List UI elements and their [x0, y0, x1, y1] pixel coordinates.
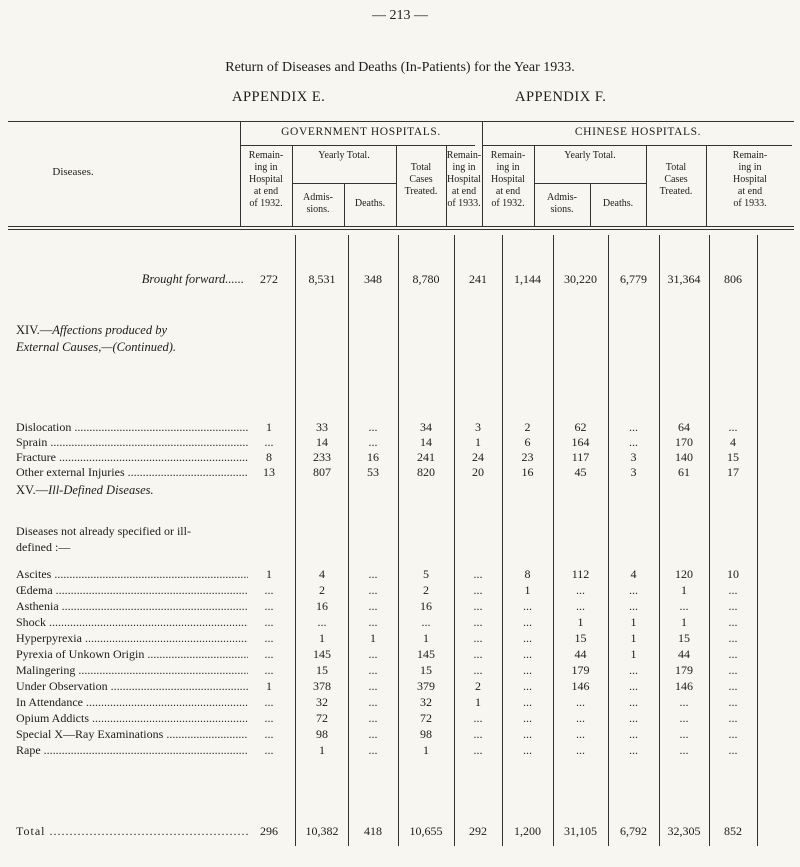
table-cell: 32,305: [667, 824, 701, 838]
table-cell: ...: [264, 663, 274, 677]
table-cell: 44: [574, 647, 587, 661]
table-cell: 31,364: [667, 272, 701, 286]
table-cell: 1: [423, 631, 429, 645]
table-cell: 112: [571, 567, 590, 581]
table-cell: 179: [571, 663, 590, 677]
table-cell: 4: [319, 567, 325, 581]
table-cell: ...: [473, 599, 483, 613]
table-cell: ...: [368, 615, 378, 629]
table-cell: ...: [264, 727, 274, 741]
table-cell: 1: [370, 631, 376, 645]
table-cell: ...: [728, 631, 738, 645]
table-cell: ...: [728, 743, 738, 757]
appendix-e-heading: APPENDIX E.: [232, 89, 326, 105]
table-cell: ...: [523, 727, 532, 741]
row-label: Malingering .....: [16, 663, 248, 678]
table-cell: 852: [724, 824, 742, 838]
chn-deaths-header: Deaths.: [602, 198, 634, 209]
table-cell: ...: [728, 695, 738, 709]
table-row: [0, 647, 800, 662]
table-cell: ...: [523, 599, 532, 613]
table-cell: ...: [728, 727, 738, 741]
row-label: Sprain .....: [16, 435, 248, 450]
table-cell: 20: [472, 465, 484, 479]
section-xv-intro: Diseases not already specified or ill- defined :—: [16, 524, 191, 554]
table-cell: 117: [571, 450, 590, 464]
table-cell: 14: [316, 435, 328, 449]
gov-remain-start-header: Remain- ing in Hospital at end of 1932.: [248, 150, 284, 209]
table-cell: 1: [266, 679, 272, 693]
row-label: Special X—Ray Examinations .....: [16, 727, 248, 742]
table-cell: 292: [469, 824, 487, 838]
row-label: Dislocation .....: [16, 420, 248, 435]
row-label: Opium Addicts .....: [16, 711, 248, 726]
brought-forward-row: [0, 272, 800, 288]
table-row: [0, 695, 800, 710]
table-cell: ...: [473, 647, 483, 661]
table-cell: 146: [571, 679, 590, 693]
table-cell: ...: [368, 727, 378, 741]
table-cell: 45: [574, 465, 587, 479]
table-cell: ...: [264, 435, 274, 449]
table-cell: 15: [420, 663, 432, 677]
table-cell: ...: [728, 599, 738, 613]
table-cell: ...: [264, 647, 274, 661]
table-cell: 179: [675, 663, 693, 677]
table-cell: 296: [260, 824, 278, 838]
table-cell: 32: [316, 695, 328, 709]
table-cell: 2: [524, 420, 531, 434]
chinese-hospitals-header: CHINESE HOSPITALS.: [574, 126, 702, 138]
table-cell: ...: [523, 631, 532, 645]
table-cell: 140: [675, 450, 693, 464]
table-cell: 233: [313, 450, 331, 464]
table-cell: ...: [264, 743, 274, 757]
chn-total-cases-header: Total Cases Treated.: [659, 162, 693, 197]
table-cell: ...: [629, 599, 638, 613]
table-cell: 8,780: [412, 272, 440, 286]
table-row: [0, 743, 800, 758]
table-cell: ...: [728, 679, 738, 693]
table-cell: 272: [260, 272, 278, 286]
table-cell: 348: [364, 272, 382, 286]
table-cell: 31,105: [564, 824, 597, 838]
table-cell: ...: [264, 711, 274, 725]
table-cell: ...: [728, 420, 738, 434]
table-cell: ...: [728, 647, 738, 661]
table-cell: ...: [368, 695, 378, 709]
table-cell: 1: [475, 435, 481, 449]
table-cell: 6,792: [620, 824, 647, 838]
row-label: Hyperpyrexia .....: [16, 631, 248, 646]
table-cell: ...: [523, 695, 532, 709]
table-cell: ...: [473, 631, 483, 645]
table-cell: ...: [679, 743, 689, 757]
table-cell: 146: [675, 679, 693, 693]
diseases-header: Diseases.: [52, 166, 94, 178]
table-cell: ...: [523, 647, 532, 661]
table-cell: 820: [417, 465, 435, 479]
table-cell: ...: [473, 567, 483, 581]
table-cell: 2: [319, 583, 325, 597]
table-row: [0, 663, 800, 678]
table-cell: 807: [313, 465, 331, 479]
table-cell: ...: [264, 695, 274, 709]
table-cell: ...: [368, 711, 378, 725]
table-cell: 72: [420, 711, 432, 725]
table-cell: 379: [417, 679, 435, 693]
table-cell: 1: [630, 647, 637, 661]
table-cell: ...: [473, 743, 483, 757]
table-cell: 34: [420, 420, 432, 434]
table-cell: ...: [629, 663, 638, 677]
table-cell: 1: [319, 631, 325, 645]
table-cell: 120: [675, 567, 693, 581]
table-cell: 806: [724, 272, 742, 286]
section-xiv-numeral: XIV.—: [16, 323, 53, 337]
table-cell: 1: [681, 583, 687, 597]
table-cell: ...: [576, 743, 585, 757]
table-cell: 17: [727, 465, 739, 479]
table-cell: ...: [473, 615, 483, 629]
table-cell: 72: [316, 711, 328, 725]
table-cell: ...: [523, 615, 532, 629]
table-cell: 16: [316, 599, 328, 613]
table-cell: ...: [679, 599, 689, 613]
table-cell: 98: [316, 727, 328, 741]
table-cell: ...: [728, 711, 738, 725]
table-cell: 3: [630, 450, 637, 464]
table-cell: 241: [417, 450, 435, 464]
table-cell: 2: [475, 679, 481, 693]
table-cell: 3: [475, 420, 481, 434]
row-label: Rape .....: [16, 743, 248, 758]
table-cell: ...: [576, 583, 585, 597]
table-cell: ...: [473, 583, 483, 597]
table-cell: 5: [423, 567, 429, 581]
table-cell: 1: [266, 567, 272, 581]
chn-yearly-total-header: Yearly Total.: [564, 150, 616, 161]
table-cell: 14: [420, 435, 432, 449]
gov-admissions-header: Admis- sions.: [303, 192, 333, 215]
table-cell: ...: [368, 567, 378, 581]
table-cell: ...: [523, 663, 532, 677]
table-cell: ...: [368, 743, 378, 757]
row-label: Under Observation .....: [16, 679, 248, 694]
table-cell: 16: [367, 450, 379, 464]
table-cell: ...: [264, 631, 274, 645]
table-row: [0, 450, 800, 465]
table-cell: ...: [523, 679, 532, 693]
gov-total-cases-header: Total Cases Treated.: [404, 162, 438, 197]
table-cell: ...: [368, 583, 378, 597]
table-cell: 13: [263, 465, 275, 479]
table-cell: 44: [678, 647, 690, 661]
table-row: [0, 679, 800, 694]
table-cell: 15: [574, 631, 587, 645]
table-cell: 61: [678, 465, 690, 479]
table-cell: 1: [630, 631, 637, 645]
table-cell: 164: [571, 435, 590, 449]
table-row: [0, 465, 800, 480]
section-xiv-heading: [16, 322, 256, 356]
table-cell: 2: [423, 583, 429, 597]
chn-remain-end-header: Remain- ing in Hospital at end of 1933.: [732, 150, 768, 209]
table-cell: 15: [316, 663, 328, 677]
table-cell: ...: [728, 663, 738, 677]
table-cell: ...: [368, 435, 378, 449]
table-row: [0, 711, 800, 726]
table-cell: ...: [421, 615, 431, 629]
table-row: [0, 727, 800, 742]
table-cell: ...: [368, 679, 378, 693]
table-cell: ...: [629, 711, 638, 725]
table-cell: 1: [681, 615, 687, 629]
table-cell: 378: [313, 679, 331, 693]
table-cell: 10,655: [409, 824, 443, 838]
table-cell: ...: [629, 679, 638, 693]
row-label: Asthenia .....: [16, 599, 248, 614]
total-row: [0, 824, 800, 840]
table-cell: ...: [317, 615, 327, 629]
table-cell: ...: [679, 711, 689, 725]
table-cell: 1,200: [514, 824, 541, 838]
table-cell: ...: [264, 599, 274, 613]
table-cell: 1: [577, 615, 584, 629]
government-hospitals-header: GOVERNMENT HOSPITALS.: [281, 126, 441, 138]
table-cell: ...: [629, 727, 638, 741]
table-cell: ...: [679, 727, 689, 741]
row-label: Ascites .....: [16, 567, 248, 582]
table-cell: 1: [475, 695, 481, 709]
gov-yearly-total-header: Yearly Total.: [318, 150, 370, 161]
table-row: [0, 631, 800, 646]
table-cell: 62: [574, 420, 587, 434]
table-cell: ...: [368, 663, 378, 677]
table-cell: 24: [472, 450, 484, 464]
table-cell: 418: [364, 824, 382, 838]
table-cell: ...: [368, 420, 378, 434]
table-cell: ...: [523, 711, 532, 725]
table-cell: ...: [629, 743, 638, 757]
row-label: Shock .....: [16, 615, 248, 630]
row-label: In Attendance .....: [16, 695, 248, 710]
section-xv-numeral: XV.—: [16, 483, 49, 497]
row-label: Œdema .....: [16, 583, 248, 598]
table-cell: 4: [730, 435, 736, 449]
table-cell: 30,220: [564, 272, 597, 286]
table-row: [0, 583, 800, 598]
table-cell: 15: [678, 631, 690, 645]
table-cell: 145: [313, 647, 331, 661]
row-label: Other external Injuries .....: [16, 465, 248, 480]
table-cell: 3: [630, 465, 637, 479]
row-label: Fracture .....: [16, 450, 248, 465]
table-row: [0, 420, 800, 435]
section-xiv-line1: Affections produced by: [52, 323, 168, 337]
gov-remain-end-header: Remain- ing in Hospital at end of 1933.: [446, 150, 482, 209]
table-cell: 1: [266, 420, 272, 434]
table-cell: 16: [420, 599, 432, 613]
page-title: Return of Diseases and Deaths (In-Patients) for the Year 1933.: [225, 60, 575, 75]
table-row: [0, 599, 800, 614]
table-cell: ...: [368, 599, 378, 613]
table-cell: ...: [368, 647, 378, 661]
table-cell: 33: [316, 420, 328, 434]
table-cell: 8,531: [308, 272, 336, 286]
table-cell: 98: [420, 727, 432, 741]
table-cell: ...: [523, 743, 532, 757]
table-cell: 8: [524, 567, 531, 581]
table-cell: 8: [266, 450, 272, 464]
table-cell: 241: [469, 272, 487, 286]
row-label: Pyrexia of Unkown Origin .....: [16, 647, 248, 662]
section-xiv-line2: External Causes,—(Continued).: [16, 340, 177, 354]
table-cell: 1,144: [514, 272, 541, 286]
table-cell: ...: [473, 663, 483, 677]
table-cell: 16: [521, 465, 534, 479]
section-xv-heading: [16, 482, 256, 499]
table-cell: 32: [420, 695, 432, 709]
table-cell: 1: [423, 743, 429, 757]
table-cell: 1: [524, 583, 531, 597]
table-cell: ...: [576, 599, 585, 613]
table-cell: 10,382: [305, 824, 339, 838]
table-row: [0, 435, 800, 450]
gov-deaths-header: Deaths.: [354, 198, 386, 209]
table-cell: 53: [367, 465, 379, 479]
table-cell: ...: [679, 695, 689, 709]
table-cell: 6: [524, 435, 531, 449]
table-cell: ...: [629, 695, 638, 709]
table-cell: ...: [629, 420, 638, 434]
table-cell: ...: [473, 711, 483, 725]
table-cell: 6,779: [620, 272, 647, 286]
table-cell: 170: [675, 435, 693, 449]
table-cell: 145: [417, 647, 435, 661]
brought-forward-label: Brought forward......: [141, 272, 244, 286]
table-cell: ...: [473, 727, 483, 741]
page-number: — 213 —: [372, 8, 428, 23]
table-cell: ...: [629, 583, 638, 597]
section-xv-title: Ill-Defined Diseases.: [48, 483, 154, 497]
table-cell: ...: [576, 711, 585, 725]
table-cell: ...: [629, 435, 638, 449]
table-cell: 4: [630, 567, 637, 581]
table-cell: 23: [521, 450, 534, 464]
table-cell: ...: [576, 727, 585, 741]
table-row: [0, 567, 800, 582]
table-cell: ...: [728, 615, 738, 629]
table-cell: 10: [727, 567, 739, 581]
table-cell: 15: [727, 450, 739, 464]
table-cell: ...: [264, 615, 274, 629]
table-cell: 64: [678, 420, 690, 434]
table-cell: ...: [264, 583, 274, 597]
appendix-f-heading: APPENDIX F.: [515, 89, 607, 105]
table-cell: ...: [728, 583, 738, 597]
table-cell: 1: [630, 615, 637, 629]
table-row: [0, 615, 800, 630]
chn-admissions-header: Admis- sions.: [547, 192, 577, 215]
table-cell: ...: [576, 695, 585, 709]
total-label: Total .....: [16, 824, 248, 839]
table-cell: 1: [319, 743, 325, 757]
chn-remain-start-header: Remain- ing in Hospital at end of 1932.: [490, 150, 526, 209]
